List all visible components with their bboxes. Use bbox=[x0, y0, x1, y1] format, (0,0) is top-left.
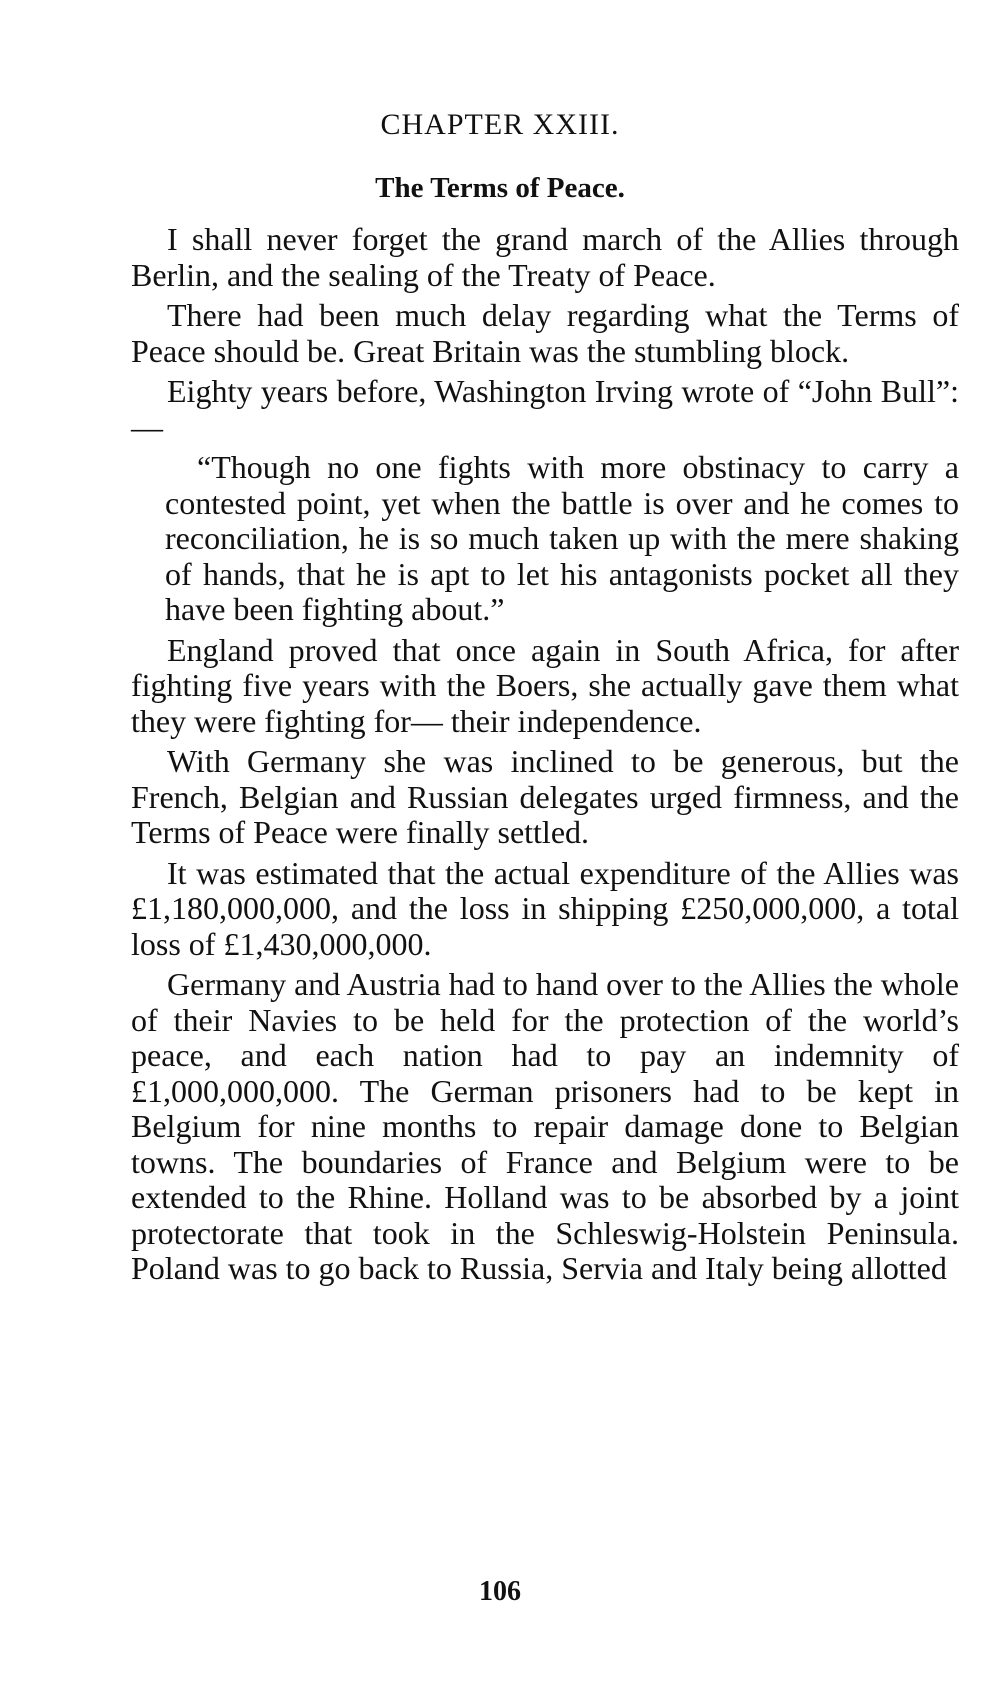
block-quote-irving: “Though no one fights with more obstinacy to carry a contested point, yet when the battle is over and he comes to reconciliation, he is so much taken up with the mere shaking of hands, that he is apt to let his antagonists pocket all they have been fighting about.” bbox=[165, 449, 959, 627]
paragraph-allies-march: I shall never forget the grand march of the Allies through Berlin, and the sealing of the Treaty of Peace. bbox=[131, 221, 959, 293]
paragraph-irving-intro: Eighty years before, Washington Irving wrote of “John Bull”:— bbox=[131, 373, 959, 445]
chapter-title: The Terms of Peace. bbox=[375, 172, 625, 204]
paragraph-indemnity: Germany and Austria had to hand over to the Allies the whole of their Navies to be held for the protection of the world’s peace, and each nation had to pay an indemnity of £1,000,000,000. The German prisoners had to be kept in Belgium for nine months to repair damage done to Belgian towns. The boundaries of France and Belgium were to be extended to the Rhine. Holland was to be absorbed by a joint protectorate that took in the Schleswig-Holstein Peninsula. Poland was to go back to Russia, Servia and Italy being allotted bbox=[131, 966, 959, 1286]
page-number: 106 bbox=[479, 1576, 521, 1607]
chapter-heading: CHAPTER XXIII. bbox=[380, 108, 620, 141]
paragraph-expenditure: It was estimated that the actual expenditure of the Allies was £1,180,000,000, and the loss in shipping £250,000,000, a total loss of £1,430,000,000. bbox=[131, 854, 959, 962]
paragraph-germany-generous: With Germany she was inclined to be generous, but the French, Belgian and Russian delegates urged firmness, and the Terms of Peace were finally settled. bbox=[131, 743, 959, 850]
paragraph-terms-delay: There had been much delay regarding what the Terms of Peace should be. Great Britain was the stumbling block. bbox=[131, 297, 959, 369]
chapter-body bbox=[131, 222, 959, 1292]
paragraph-south-africa: England proved that once again in South Africa, for after fighting five years with the Boers, she actually gave them what they were fighting for— their independence. bbox=[131, 631, 959, 739]
